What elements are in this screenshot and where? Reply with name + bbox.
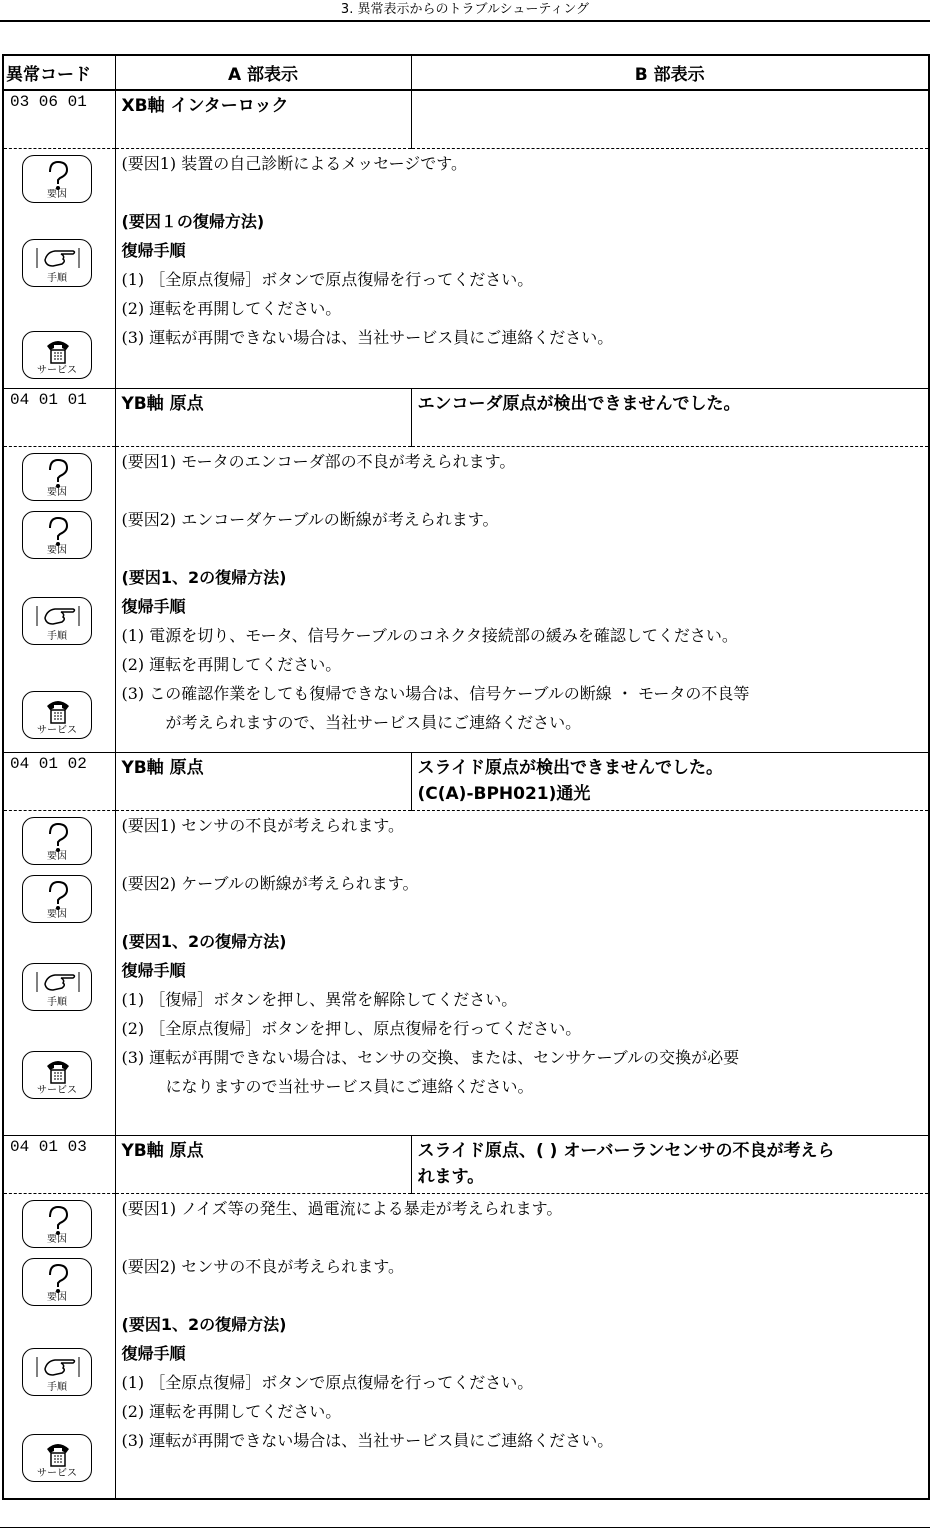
column-header-code: 異常コード xyxy=(3,55,115,90)
icon-column xyxy=(3,446,115,752)
column-header-a: A 部表示 xyxy=(115,55,411,90)
cause-icon-label: 要因 xyxy=(47,1233,67,1245)
cause-icon-label: 要因 xyxy=(47,188,67,200)
icon-column xyxy=(3,1193,115,1499)
detail-content xyxy=(115,446,929,752)
step-line: (1) ［全原点復帰］ボタンで原点復帰を行ってください。 xyxy=(121,269,534,289)
step-line: (3) 運転が再開できない場合は、当社サービス員にご連絡ください。 xyxy=(121,327,614,347)
cause-icon-label: 要因 xyxy=(47,1291,67,1303)
cause-icon xyxy=(22,511,92,559)
procedure-heading: 復帰手順 xyxy=(121,240,186,260)
b-display-line1: エンコーダ原点が検出できませんでした。 xyxy=(417,393,741,414)
b-display xyxy=(411,752,929,810)
b-display xyxy=(411,90,929,148)
hand-icon xyxy=(22,963,92,1011)
procedure-heading: 復帰手順 xyxy=(121,1343,186,1363)
cause-icon-label: 要因 xyxy=(47,486,67,498)
blank-line xyxy=(116,1223,929,1252)
phone-icon xyxy=(22,331,92,379)
service-icon-label: サービス xyxy=(37,1084,77,1096)
cause-line: (要因1) ノイズ等の発生、過電流による暴走が考えられます。 xyxy=(121,1198,563,1218)
step-line: (2) 運転を再開してください。 xyxy=(121,654,342,674)
blank-line xyxy=(116,1281,929,1310)
table-row xyxy=(3,752,929,810)
footer-rule xyxy=(0,1527,930,1528)
blank-line xyxy=(116,476,929,505)
cause-icon xyxy=(22,155,92,203)
step-line-continued: が考えられますので、当社サービス員にご連絡ください。 xyxy=(165,712,582,732)
b-display-line2: (C(A)-BPH021)通光 xyxy=(417,783,591,804)
cause-line: (要因1) センサの不良が考えられます。 xyxy=(121,815,404,835)
recovery-heading: (要因1、2の復帰方法) xyxy=(121,931,287,951)
b-display-line1: スライド原点が検出できませんでした。 xyxy=(417,757,723,778)
detail-content xyxy=(115,810,929,1135)
error-code: 03 06 01 xyxy=(3,90,115,148)
step-line-continued: になりますので当社サービス員にご連絡ください。 xyxy=(165,1076,534,1096)
detail-row xyxy=(3,148,929,388)
step-line: (2) 運転を再開してください。 xyxy=(121,298,342,318)
cause-icon xyxy=(22,817,92,865)
service-icon-label: サービス xyxy=(37,364,77,376)
cause-icon-label: 要因 xyxy=(47,908,67,920)
detail-content xyxy=(115,148,929,388)
cause-line: (要因1) 装置の自己診断によるメッセージです。 xyxy=(121,153,468,173)
table-row xyxy=(3,1135,929,1193)
procedure-heading: 復帰手順 xyxy=(121,596,186,616)
service-icon-label: サービス xyxy=(37,724,77,736)
error-code-table xyxy=(2,54,930,1500)
procedure-icon-label: 手順 xyxy=(47,630,67,642)
cause-line: (要因2) センサの不良が考えられます。 xyxy=(121,1256,404,1276)
step-line: (1) ［全原点復帰］ボタンで原点復帰を行ってください。 xyxy=(121,1372,534,1392)
blank-line xyxy=(116,840,929,869)
procedure-icon-label: 手順 xyxy=(47,272,67,284)
step-line: (3) この確認作業をしても復帰できない場合は、信号ケーブルの断線 ・ モータの不良等 xyxy=(121,683,750,703)
b-display xyxy=(411,1135,929,1193)
service-icon-label: サービス xyxy=(37,1467,77,1479)
error-code: 04 01 02 xyxy=(3,752,115,810)
step-line: (3) 運転が再開できない場合は、センサの交換、または、センサケーブルの交換が必要 xyxy=(121,1047,740,1067)
step-line: (2) 運転を再開してください。 xyxy=(121,1401,342,1421)
error-code: 04 01 01 xyxy=(3,388,115,446)
b-display-line1: スライド原点、( ) オーバーランセンサの不良が考えら xyxy=(417,1140,835,1161)
b-display xyxy=(411,388,929,446)
recovery-heading: (要因1、2の復帰方法) xyxy=(121,1314,287,1334)
a-display: YB軸 原点 xyxy=(115,388,411,446)
phone-icon xyxy=(22,691,92,739)
icon-column xyxy=(3,148,115,388)
recovery-heading: (要因１の復帰方法) xyxy=(121,211,265,231)
blank-line xyxy=(116,178,929,207)
cause-icon xyxy=(22,1200,92,1248)
page-header: 3. 異常表示からのトラブルシューティング xyxy=(0,0,930,22)
step-line: (1) 電源を切り、モータ、信号ケーブルのコネクタ接続部の緩みを確認してください。 xyxy=(121,625,738,645)
procedure-heading: 復帰手順 xyxy=(121,960,186,980)
cause-line: (要因1) モータのエンコーダ部の不良が考えられます。 xyxy=(121,451,516,471)
detail-content xyxy=(115,1193,929,1499)
detail-row xyxy=(3,810,929,1135)
cause-icon-label: 要因 xyxy=(47,850,67,862)
table-row xyxy=(3,90,929,148)
cause-line: (要因2) ケーブルの断線が考えられます。 xyxy=(121,873,419,893)
b-display-line2: れます。 xyxy=(417,1166,485,1187)
procedure-icon-label: 手順 xyxy=(47,1381,67,1393)
step-line: (2) ［全原点復帰］ボタンを押し、原点復帰を行ってください。 xyxy=(121,1018,582,1038)
blank-line xyxy=(116,898,929,927)
recovery-heading: (要因1、2の復帰方法) xyxy=(121,567,287,587)
detail-row xyxy=(3,1193,929,1499)
table-row xyxy=(3,388,929,446)
blank-line xyxy=(116,1455,929,1484)
blank-line xyxy=(116,534,929,563)
cause-line: (要因2) エンコーダケーブルの断線が考えられます。 xyxy=(121,509,499,529)
cause-icon-label: 要因 xyxy=(47,544,67,556)
phone-icon xyxy=(22,1051,92,1099)
detail-row xyxy=(3,446,929,752)
table-header-row xyxy=(3,55,929,90)
cause-icon xyxy=(22,875,92,923)
cause-icon xyxy=(22,453,92,501)
icon-column xyxy=(3,810,115,1135)
step-line: (1) ［復帰］ボタンを押し、異常を解除してください。 xyxy=(121,989,518,1009)
hand-icon xyxy=(22,1348,92,1396)
a-display: YB軸 原点 xyxy=(115,752,411,810)
phone-icon xyxy=(22,1434,92,1482)
step-line: (3) 運転が再開できない場合は、当社サービス員にご連絡ください。 xyxy=(121,1430,614,1450)
procedure-icon-label: 手順 xyxy=(47,996,67,1008)
column-header-b: B 部表示 xyxy=(411,55,929,90)
a-display: YB軸 原点 xyxy=(115,1135,411,1193)
a-display: XB軸 インターロック xyxy=(115,90,411,148)
error-code: 04 01 03 xyxy=(3,1135,115,1193)
hand-icon xyxy=(22,239,92,287)
cause-icon xyxy=(22,1258,92,1306)
hand-icon xyxy=(22,597,92,645)
